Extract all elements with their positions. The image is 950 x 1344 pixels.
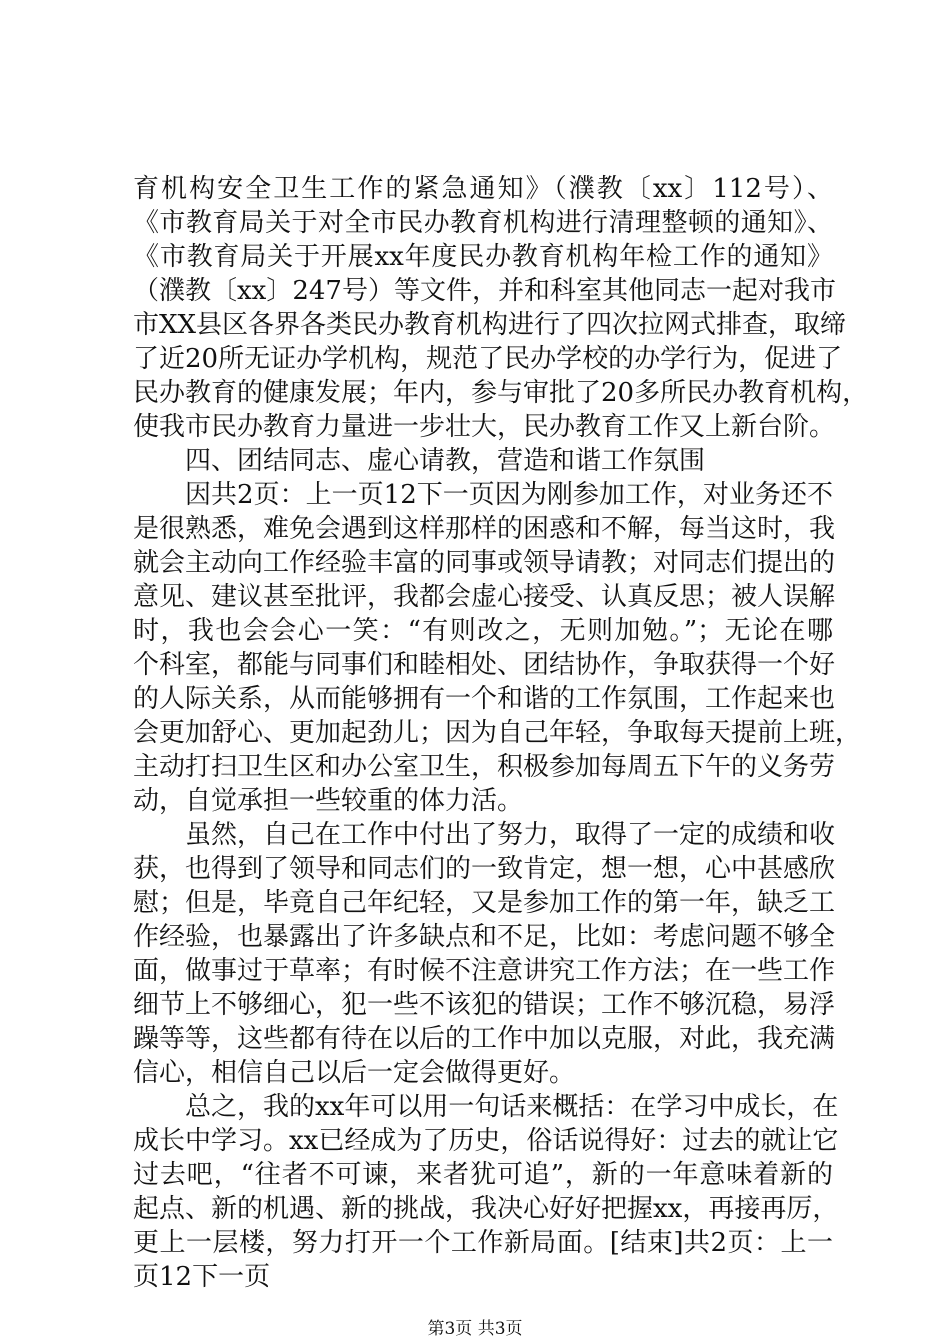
body-text-line: 《市教育局关于开展xx年度民办教育机构年检工作的通知》 bbox=[133, 242, 833, 272]
body-text-line: 是很熟悉，难免会遇到这样那样的困惑和不解，每当这时，我 bbox=[133, 514, 836, 544]
page-number-footer: 第3页 共3页 bbox=[427, 1319, 523, 1339]
body-text-line: 时，我也会会心一笑：“有则改之，无则加勉。”；无论在哪 bbox=[133, 616, 833, 646]
body-text-line: 因共2页：上一页12下一页因为刚参加工作，对业务还不 bbox=[185, 480, 833, 510]
body-text-line: 个科室，都能与同事们和睦相处、团结协作，争取获得一个好 bbox=[133, 650, 836, 680]
body-text-line: 了近20所无证办学机构，规范了民办学校的办学行为，促进了 bbox=[133, 344, 843, 374]
body-text-line: 面，做事过于草率；有时候不注意讲究工作方法；在一些工作 bbox=[133, 956, 836, 986]
body-text-line: 更上一层楼，努力打开一个工作新局面。[结束]共2页：上一 bbox=[133, 1228, 833, 1258]
body-text-line: 《市教育局关于对全市民办教育机构进行清理整顿的通知》、 bbox=[133, 208, 833, 238]
body-text-line: 就会主动向工作经验丰富的同事或领导请教；对同志们提出的 bbox=[133, 548, 836, 578]
body-text-line: 细节上不够细心，犯一些不该犯的错误；工作不够沉稳，易浮 bbox=[133, 990, 836, 1020]
body-text-line: 过去吧，“往者不可谏，来者犹可追”，新的一年意味着新的 bbox=[133, 1160, 833, 1190]
body-text-line: 意见、建议甚至批评，我都会虚心接受、认真反思；被人误解 bbox=[133, 582, 836, 612]
body-text-line: 会更加舒心、更加起劲儿；因为自己年轻，争取每天提前上班， bbox=[133, 718, 862, 748]
body-text-line: 成长中学习。xx已经成为了历史，俗话说得好：过去的就让它 bbox=[133, 1126, 839, 1156]
body-text-line: 总之，我的xx年可以用一句话来概括：在学习中成长，在 bbox=[185, 1092, 839, 1122]
body-text-line: 页12下一页 bbox=[133, 1262, 271, 1292]
body-text-line: 虽然，自己在工作中付出了努力，取得了一定的成绩和收 bbox=[185, 820, 836, 850]
body-text-line: 使我市民办教育力量进一步壮大，民办教育工作又上新台阶。 bbox=[133, 412, 836, 442]
body-text-line: 信心，相信自己以后一定会做得更好。 bbox=[133, 1058, 576, 1088]
body-text-line: 作经验，也暴露出了许多缺点和不足，比如：考虑问题不够全 bbox=[133, 922, 836, 952]
body-text-line: 起点、新的机遇、新的挑战，我决心好好把握xx，再接再厉， bbox=[133, 1194, 839, 1224]
body-text-line: 动，自觉承担一些较重的体力活。 bbox=[133, 786, 524, 816]
body-text-line: （濮教〔xx〕247号）等文件，并和科室其他同志一起对我市 bbox=[133, 276, 836, 306]
body-text-line: 市XX县区各界各类民办教育机构进行了四次拉网式排查，取缔 bbox=[133, 310, 847, 340]
section-heading: 四、团结同志、虚心请教，营造和谐工作氛围 bbox=[185, 446, 706, 476]
body-text-line: 躁等等，这些都有待在以后的工作中加以克服，对此，我充满 bbox=[133, 1024, 836, 1054]
body-text-line: 慰；但是，毕竟自己年纪轻，又是参加工作的第一年，缺乏工 bbox=[133, 888, 836, 918]
body-text-line: 的人际关系，从而能够拥有一个和谐的工作氛围，工作起来也 bbox=[133, 684, 836, 714]
body-text-line: 育机构安全卫生工作的紧急通知》（濮教〔xx〕112号）、 bbox=[133, 174, 833, 204]
body-text-line: 获，也得到了领导和同志们的一致肯定，想一想，心中甚感欣 bbox=[133, 854, 836, 884]
body-text-line: 主动打扫卫生区和办公室卫生，积极参加每周五下午的义务劳 bbox=[133, 752, 836, 782]
body-text-line: 民办教育的健康发展；年内，参与审批了20多所民办教育机构， bbox=[133, 378, 869, 408]
